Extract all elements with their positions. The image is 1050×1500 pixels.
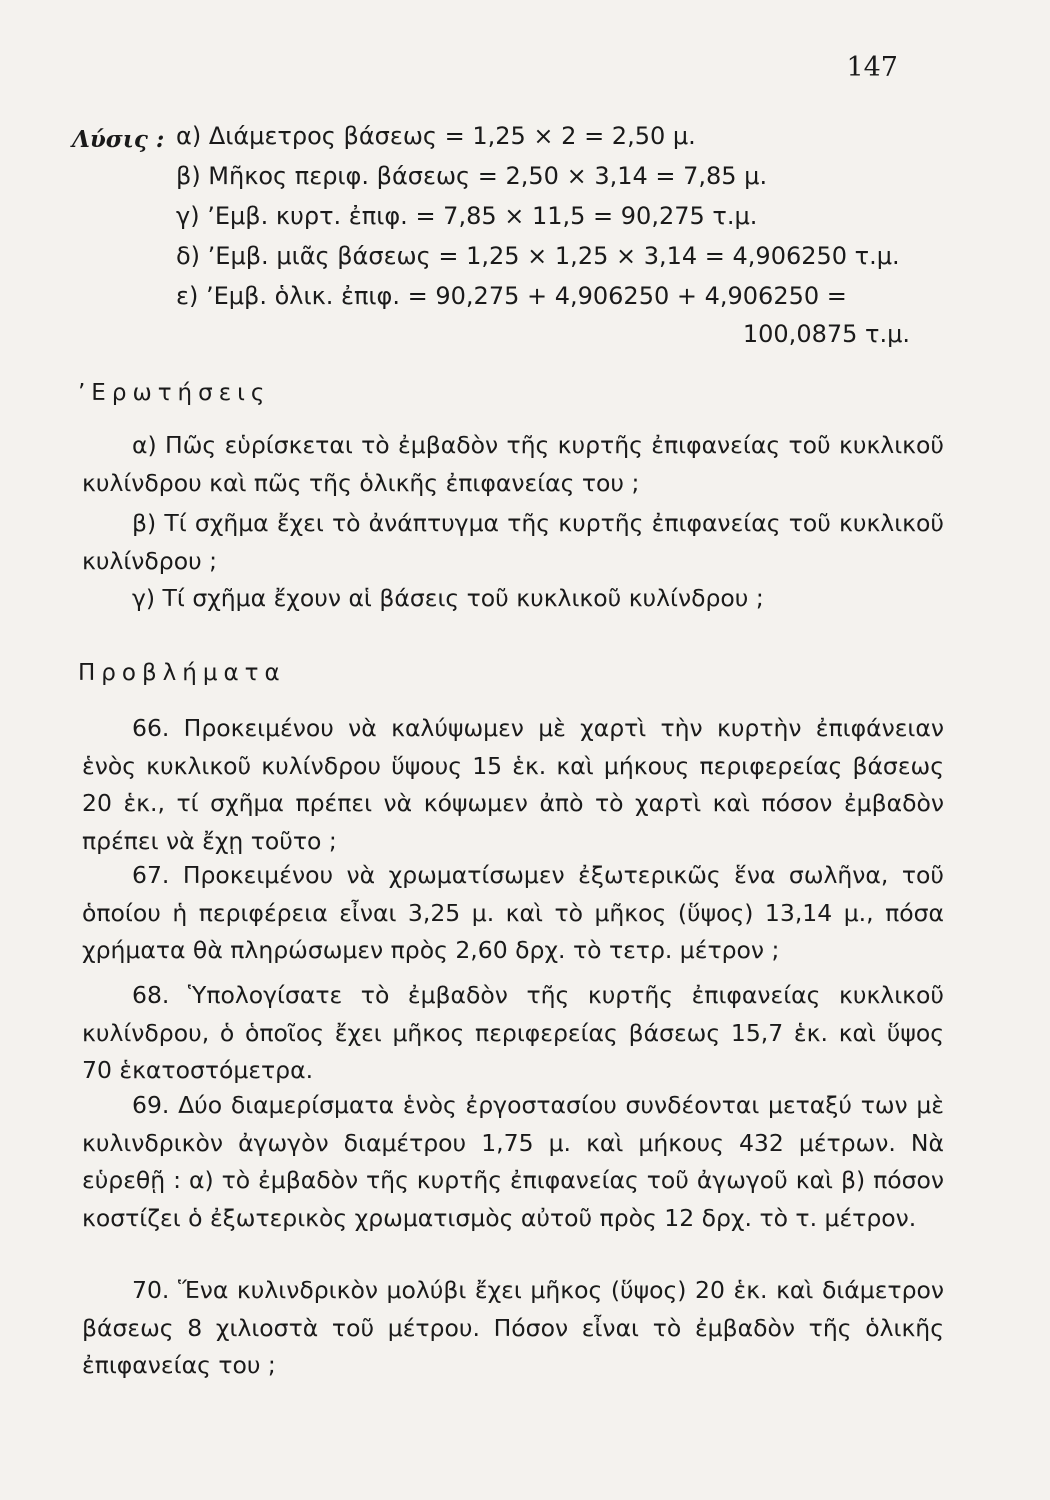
problem-item	[82, 710, 944, 860]
solution-line: α) Διάμετρος βάσεως = 1,25 × 2 = 2,50 μ.	[176, 122, 696, 150]
solution-line: β) Μῆκος περιφ. βάσεως = 2,50 × 3,14 = 7,85 μ.	[176, 162, 768, 190]
questions-heading: ’Ερωτήσεις	[78, 380, 271, 406]
solution-line: δ) ’Εμβ. μιᾶς βάσεως = 1,25 × 1,25 × 3,14 = 4,906250 τ.μ.	[176, 242, 900, 270]
question-text: α) Πῶς εὑρίσκεται τὸ ἐμβαδὸν τῆς κυρτῆς ἐπιφανείας τοῦ κυκλικοῦ κυλίνδρου καὶ πῶς τῆς ὁλικῆς ἐπιφανείας του ;	[82, 431, 944, 497]
question-item	[82, 505, 944, 580]
problem-text: 67. Προκειμένου νὰ χρωματίσωμεν ἐξωτερικῶς ἕνα σωλῆνα, τοῦ ὁποίου ἡ περιφέρεια εἶναι 3,25 μ. καὶ τὸ μῆκος (ὕψος) 13,14 μ., πόσα χρήματα θὰ πληρώσωμεν πρὸς 2,60 δρχ. τὸ τετρ. μέτρον ;	[82, 861, 944, 964]
problem-item	[82, 1272, 944, 1385]
page-number: 147	[846, 52, 898, 83]
problem-text: 66. Προκειμένου νὰ καλύψωμεν μὲ χαρτὶ τὴν κυρτὴν ἐπιφάνειαν ἑνὸς κυκλικοῦ κυλίνδρου ὕψους 15 ἑκ. καὶ μήκους περιφερείας βάσεως 20 ἑκ., τί σχῆμα πρέπει νὰ κόψωμεν ἀπὸ τὸ χαρτὶ καὶ πόσον ἐμβαδὸν πρέπει νὰ ἔχῃ τοῦτο ;	[82, 714, 944, 855]
question-item	[82, 580, 944, 618]
problems-heading: Προβλήματα	[78, 660, 286, 686]
question-item	[82, 427, 944, 502]
solution-continuation: 100,0875 τ.μ.	[742, 320, 910, 348]
problem-text: 69. Δύο διαμερίσματα ἑνὸς ἐργοστασίου συνδέονται μεταξύ των μὲ κυλινδρικὸν ἀγωγὸν διαμέτρου 1,75 μ. καὶ μήκους 432 μέτρων. Νὰ εὑρεθῇ : α) τὸ ἐμβαδὸν τῆς κυρτῆς ἐπιφανείας τοῦ ἀγωγοῦ καὶ β) πόσον κοστίζει ὁ ἐξωτερικὸς χρωματισμὸς αὐτοῦ πρὸς 12 δρχ. τὸ τ. μέτρον.	[82, 1091, 944, 1232]
problem-item	[82, 857, 944, 970]
problem-item	[82, 977, 944, 1090]
problem-text: 68. Ὑπολογίσατε τὸ ἐμβαδὸν τῆς κυρτῆς ἐπιφανείας κυκλικοῦ κυλίνδρου, ὁ ὁποῖος ἔχει μῆκος περιφερείας βάσεως 15,7 ἑκ. καὶ ὕψος 70 ἑκατοστόμετρα.	[82, 981, 944, 1084]
problem-text: 70. Ἕνα κυλινδρικὸν μολύβι ἔχει μῆκος (ὕψος) 20 ἑκ. καὶ διάμετρον βάσεως 8 χιλιοστὰ τοῦ μέτρου. Πόσον εἶναι τὸ ἐμβαδὸν τῆς ὁλικῆς ἐπιφανείας του ;	[82, 1276, 944, 1379]
solution-line: γ) ’Εμβ. κυρτ. ἐπιφ. = 7,85 × 11,5 = 90,275 τ.μ.	[176, 202, 758, 230]
question-text: β) Τί σχῆμα ἔχει τὸ ἀνάπτυγμα τῆς κυρτῆς ἐπιφανείας τοῦ κυκλικοῦ κυλίνδρου ;	[82, 509, 944, 575]
question-text: γ) Τί σχῆμα ἔχουν αἱ βάσεις τοῦ κυκλικοῦ κυλίνδρου ;	[132, 584, 764, 612]
solution-line: ε) ’Εμβ. ὁλικ. ἐπιφ. = 90,275 + 4,906250 + 4,906250 =	[176, 282, 847, 310]
problem-item	[82, 1087, 944, 1237]
solution-label: Λύσις :	[72, 126, 165, 153]
